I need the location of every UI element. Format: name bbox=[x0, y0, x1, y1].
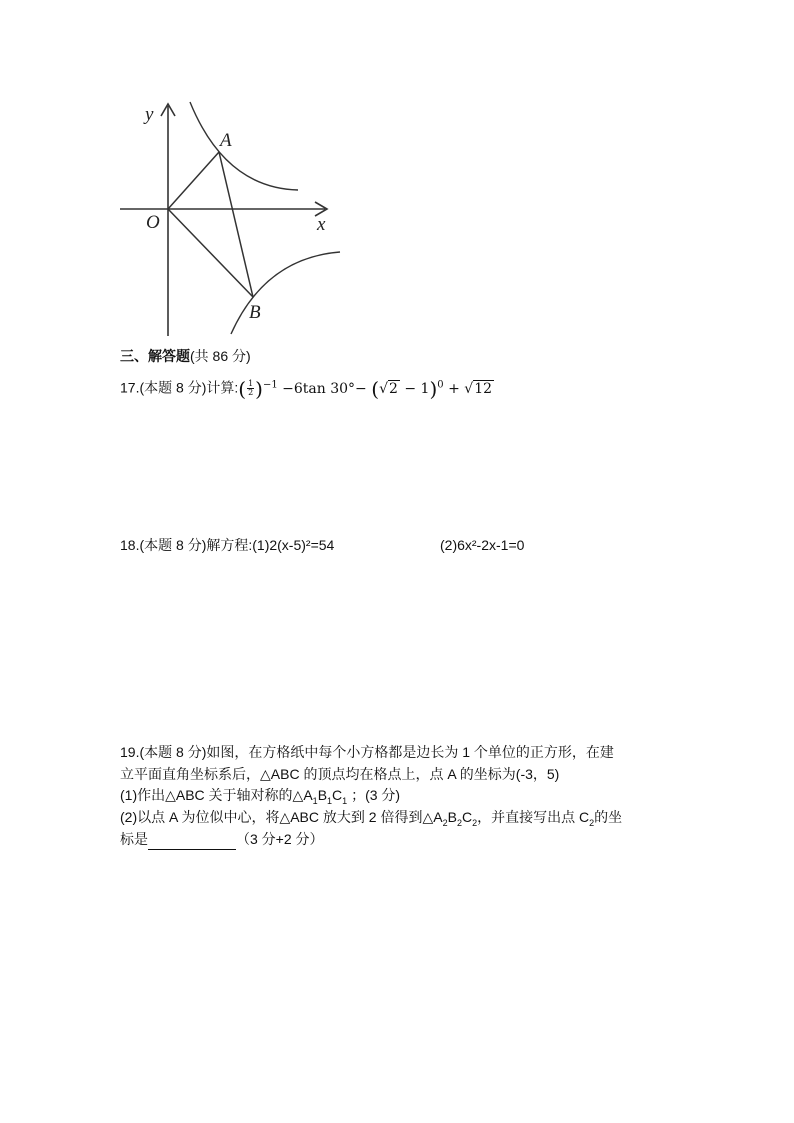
label-y: y bbox=[145, 104, 154, 125]
question-19-part-2: (2)以点 A 为位似中心，将△ABC 放大到 2 倍得到$\triangle A_2B_2C_2$，并直接写出点 $C_2$的坐 bbox=[120, 809, 623, 828]
segment-oa bbox=[168, 152, 219, 209]
q17-expression: ( $\frac{1}{2}$ )$^{-1}$ −6tan $30^\circ- (√2 - 1)^0 + √12$ bbox=[238, 376, 493, 401]
q17-sqrt-12: √12 bbox=[464, 380, 493, 397]
question-19-line-2: 立平面直角坐标系后，△ABC 的顶点均在格点上，点 A 的坐标为(-3，5) bbox=[120, 766, 560, 782]
question-19-part-1: (1)作出△ABC 关于轴对称的$\triangle A_1B_1C_1$ ；(3 分) bbox=[120, 787, 401, 806]
hyperbola-branch-upper bbox=[190, 102, 298, 190]
section-3-title: 三、解答题 bbox=[120, 348, 190, 364]
hyperbola-branch-lower bbox=[231, 252, 340, 334]
q17-fraction: $\frac{1}{2}$ bbox=[248, 379, 254, 398]
segment-ob bbox=[168, 209, 253, 297]
answer-blank[interactable] bbox=[148, 835, 236, 850]
question-18 bbox=[120, 534, 334, 556]
question-19-line-5: 标是 （3 分+2 分） bbox=[120, 828, 324, 850]
section-3-score: (共 86 分) bbox=[190, 348, 251, 364]
label-b: B bbox=[249, 302, 261, 323]
q18-part-1: 18.(本题 8 分)解方程:(1)2(x-5)²=54 bbox=[120, 537, 335, 553]
label-x: x bbox=[317, 214, 326, 235]
segment-ab bbox=[219, 152, 253, 297]
q17-prefix: 17.(本题 8 分)计算: bbox=[120, 379, 239, 396]
question-18-part-2 bbox=[440, 534, 524, 556]
label-o: O bbox=[146, 212, 160, 233]
question-19-line-1: 19.(本题 8 分)如图，在方格纸中每个小方格都是边长为 1 个单位的正方形，在建 bbox=[120, 744, 614, 760]
q18-part-2: (2)6x²-2x-1=0 bbox=[440, 537, 525, 553]
q17-sqrt-2: √2 bbox=[379, 380, 398, 397]
question-17 bbox=[120, 374, 494, 400]
label-a: A bbox=[220, 130, 232, 151]
section-3-header bbox=[120, 345, 251, 367]
hyperbola-triangle-figure bbox=[115, 98, 347, 340]
